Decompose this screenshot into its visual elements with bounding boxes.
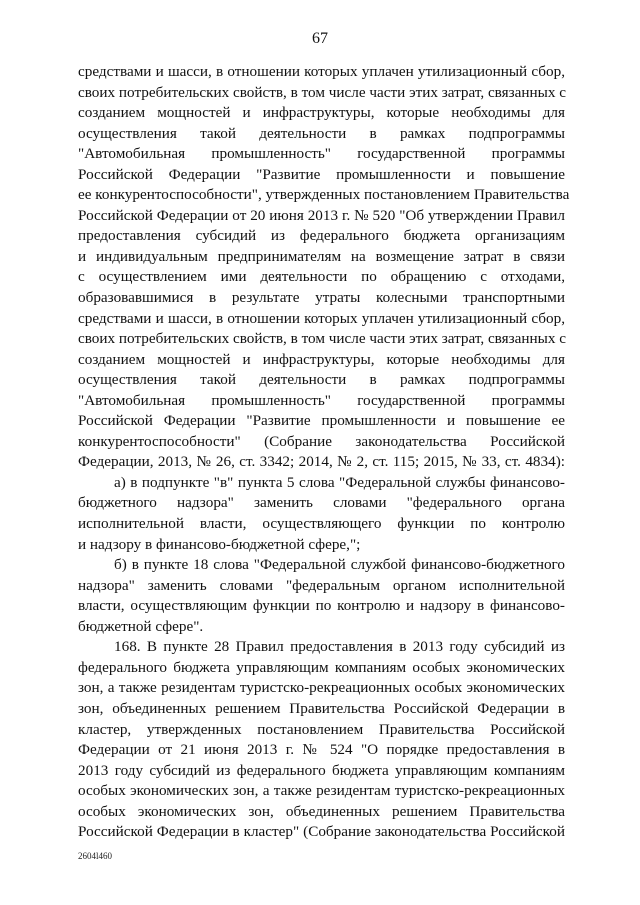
text-line: осуществления такой деятельности в рамках подпрограммы (78, 124, 565, 142)
text-line: средствами и шасси, в отношении которых уплачен утилизационный сбор, (78, 63, 565, 80)
text-line: Российской Федерации "Развитие промышленности и повышение (78, 165, 565, 183)
document-code: 2604l460 (78, 851, 113, 861)
text-line: кластер, утвержденных постановлением Правительства Российской (78, 720, 565, 738)
text-line: особых экономических зон, объединенных решением Правительства (78, 802, 565, 820)
text-line: созданием мощностей и инфраструктуры, которые необходимы для (78, 104, 565, 122)
text-line: власти, осуществляющим функции по контролю и надзору в финансово- (78, 597, 565, 615)
page-number: 67 (312, 30, 328, 47)
text-line: надзора" заменить словами "федеральным органом исполнительной (78, 576, 565, 594)
text-line: "Автомобильная промышленность" государственной программы (78, 391, 565, 409)
text-line: с осуществлением ими деятельности по обращению с отходами, (78, 268, 565, 286)
text-line: осуществления такой деятельности в рамках подпрограммы (78, 371, 565, 389)
text-line: предоставления субсидий из федерального бюджета организациям (78, 227, 565, 245)
text-line: зон, а также резидентам туристско-рекреационных особых экономических (78, 679, 565, 697)
text-line: "Автомобильная промышленность" государственной программы (78, 145, 565, 163)
text-line: Российской Федерации "Развитие промышленности и повышение ее (78, 412, 565, 430)
text-line: своих потребительских свойств, в том числе части этих затрат, связанных с (78, 330, 566, 348)
text-line: Российской Федерации от 20 июня 2013 г. № 520 "Об утверждении Правил (78, 206, 565, 224)
text-line: а) в подпункте "в" пункта 5 слова "Федеральной службы финансово- (114, 473, 565, 491)
body-text (78, 62, 570, 843)
text-line: созданием мощностей и инфраструктуры, которые необходимы для (78, 350, 565, 368)
text-line: исполнительной власти, осуществляющего функции по контролю (78, 515, 565, 533)
text-line: конкурентоспособности" (Собрание законодательства Российской (78, 432, 565, 450)
text-line: 168. В пункте 28 Правил предоставления в 2013 году субсидий из (114, 638, 565, 656)
text-line: ее конкурентоспособности", утвержденных постановлением Правительства (78, 186, 570, 204)
text-line: Федерации, 2013, № 26, ст. 3342; 2014, № 2, ст. 115; 2015, № 33, ст. 4834): (78, 453, 565, 471)
text-line: зон, объединенных решением Правительства Российской Федерации в (78, 699, 565, 717)
text-line: и индивидуальным предпринимателям на возмещение затрат в связи (78, 247, 565, 265)
text-line: бюджетного надзора" заменить словами "федерального органа (78, 494, 565, 512)
text-line: 2013 году субсидий из федерального бюджета управляющим компаниям (78, 761, 565, 779)
text-line: Российской Федерации в кластер" (Собрание законодательства Российской (78, 823, 565, 841)
text-line: и надзору в финансово-бюджетной сфере,"; (78, 535, 361, 553)
text-line: особых экономических зон, а также резидентам туристско-рекреационных (78, 782, 565, 800)
text-line: Федерации от 21 июня 2013 г. № 524 "О порядке предоставления в (78, 741, 565, 759)
text-line: бюджетной сфере". (78, 617, 204, 635)
text-line: средствами и шасси, в отношении которых уплачен утилизационный сбор, (78, 309, 565, 327)
text-line: б) в пункте 18 слова "Федеральной службой финансово-бюджетного (114, 556, 565, 574)
text-line: своих потребительских свойств, в том числе части этих затрат, связанных с (78, 83, 566, 101)
text-line: федерального бюджета управляющим компаниям особых экономических (78, 658, 565, 676)
text-line: образовавшимися в результате утраты колесными транспортными (78, 289, 565, 307)
